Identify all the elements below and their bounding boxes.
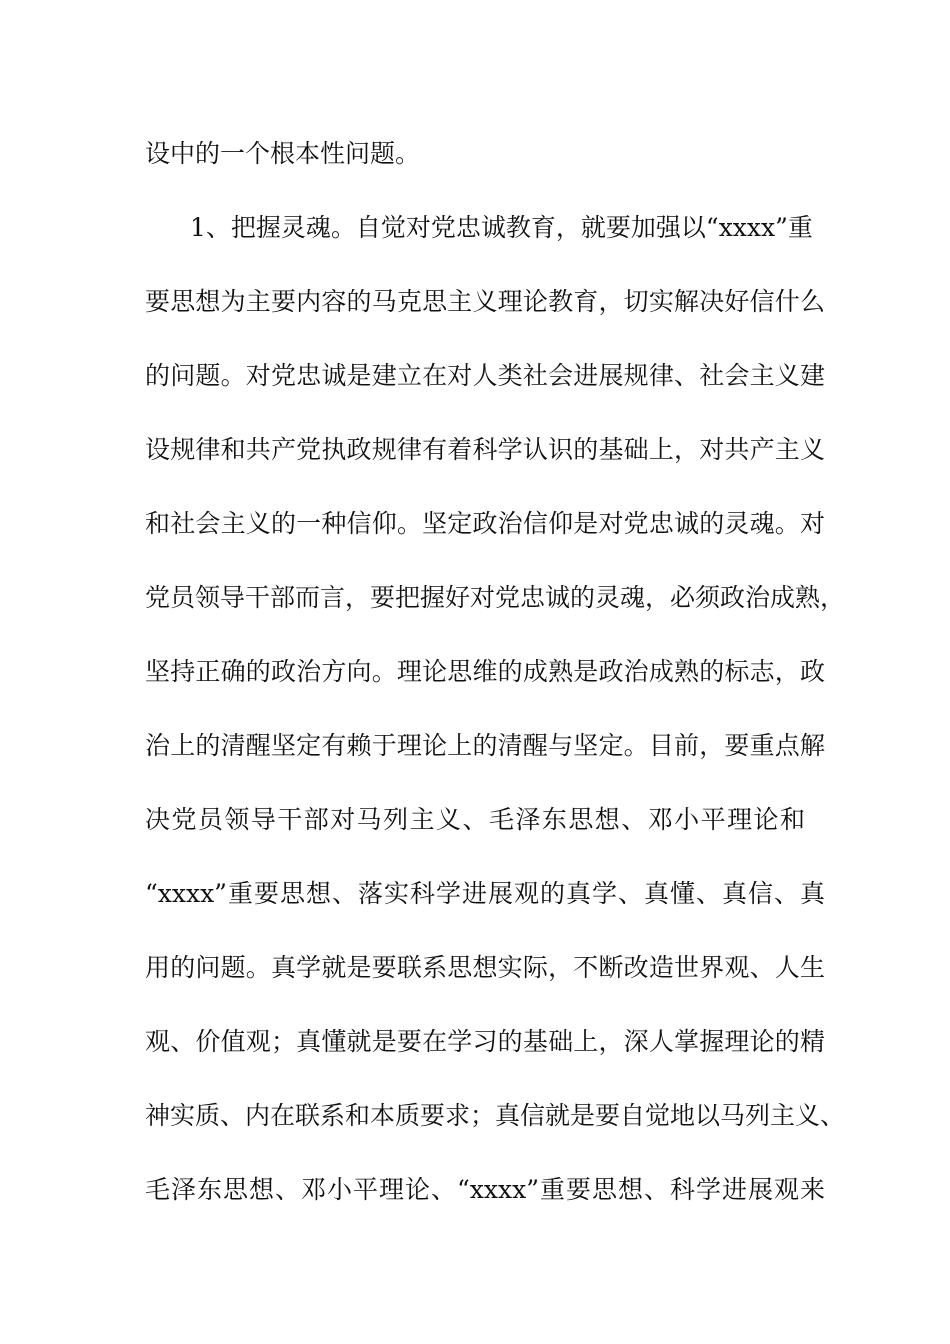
text-line-7: 党员领导干部而言，要把握好对党忠诚的灵魂，必须政治成熟， [145,583,846,612]
text-line-3: 要思想为主要内容的马克思主义理论教育，切实解决好信什么 [145,287,825,316]
text-line-12: 用的问题。真学就是要联系思想实际，不断改造世界观、人生 [145,953,825,982]
paragraph-first-line: 1、把握灵魂。自觉对党忠诚教育，就要加强以“xxxx”重 [190,213,813,242]
text-line-8: 坚持正确的政治方向。理论思维的成熟是政治成熟的标志，政 [145,657,825,686]
text-line-11: “xxxx”重要思想、落实科学进展观的真学、真懂、真信、真 [145,879,825,908]
text-line-4: 的问题。对党忠诚是建立在对人类社会进展规律、社会主义建 [145,361,825,390]
text-line-15: 毛泽东思想、邓小平理论、“xxxx”重要思想、科学进展观来 [145,1175,825,1204]
text-line-9: 治上的清醒坚定有赖于理论上的清醒与坚定。目前，要重点解 [145,731,825,760]
text-line-6: 和社会主义的一种信仰。坚定政治信仰是对党忠诚的灵魂。对 [145,509,825,538]
text-line-5: 设规律和共产党执政规律有着科学认识的基础上，对共产主义 [145,435,825,464]
text-line-13: 观、价值观；真懂就是要在学习的基础上，深人掌握理论的精 [145,1027,825,1056]
text-line-14: 神实质、内在联系和本质要求；真信就是要自觉地以马列主义、 [145,1101,846,1130]
text-line-10: 决党员领导干部对马列主义、毛泽东思想、邓小平理论和 [145,805,805,834]
text-line-1: 设中的一个根本性问题。 [145,139,421,168]
